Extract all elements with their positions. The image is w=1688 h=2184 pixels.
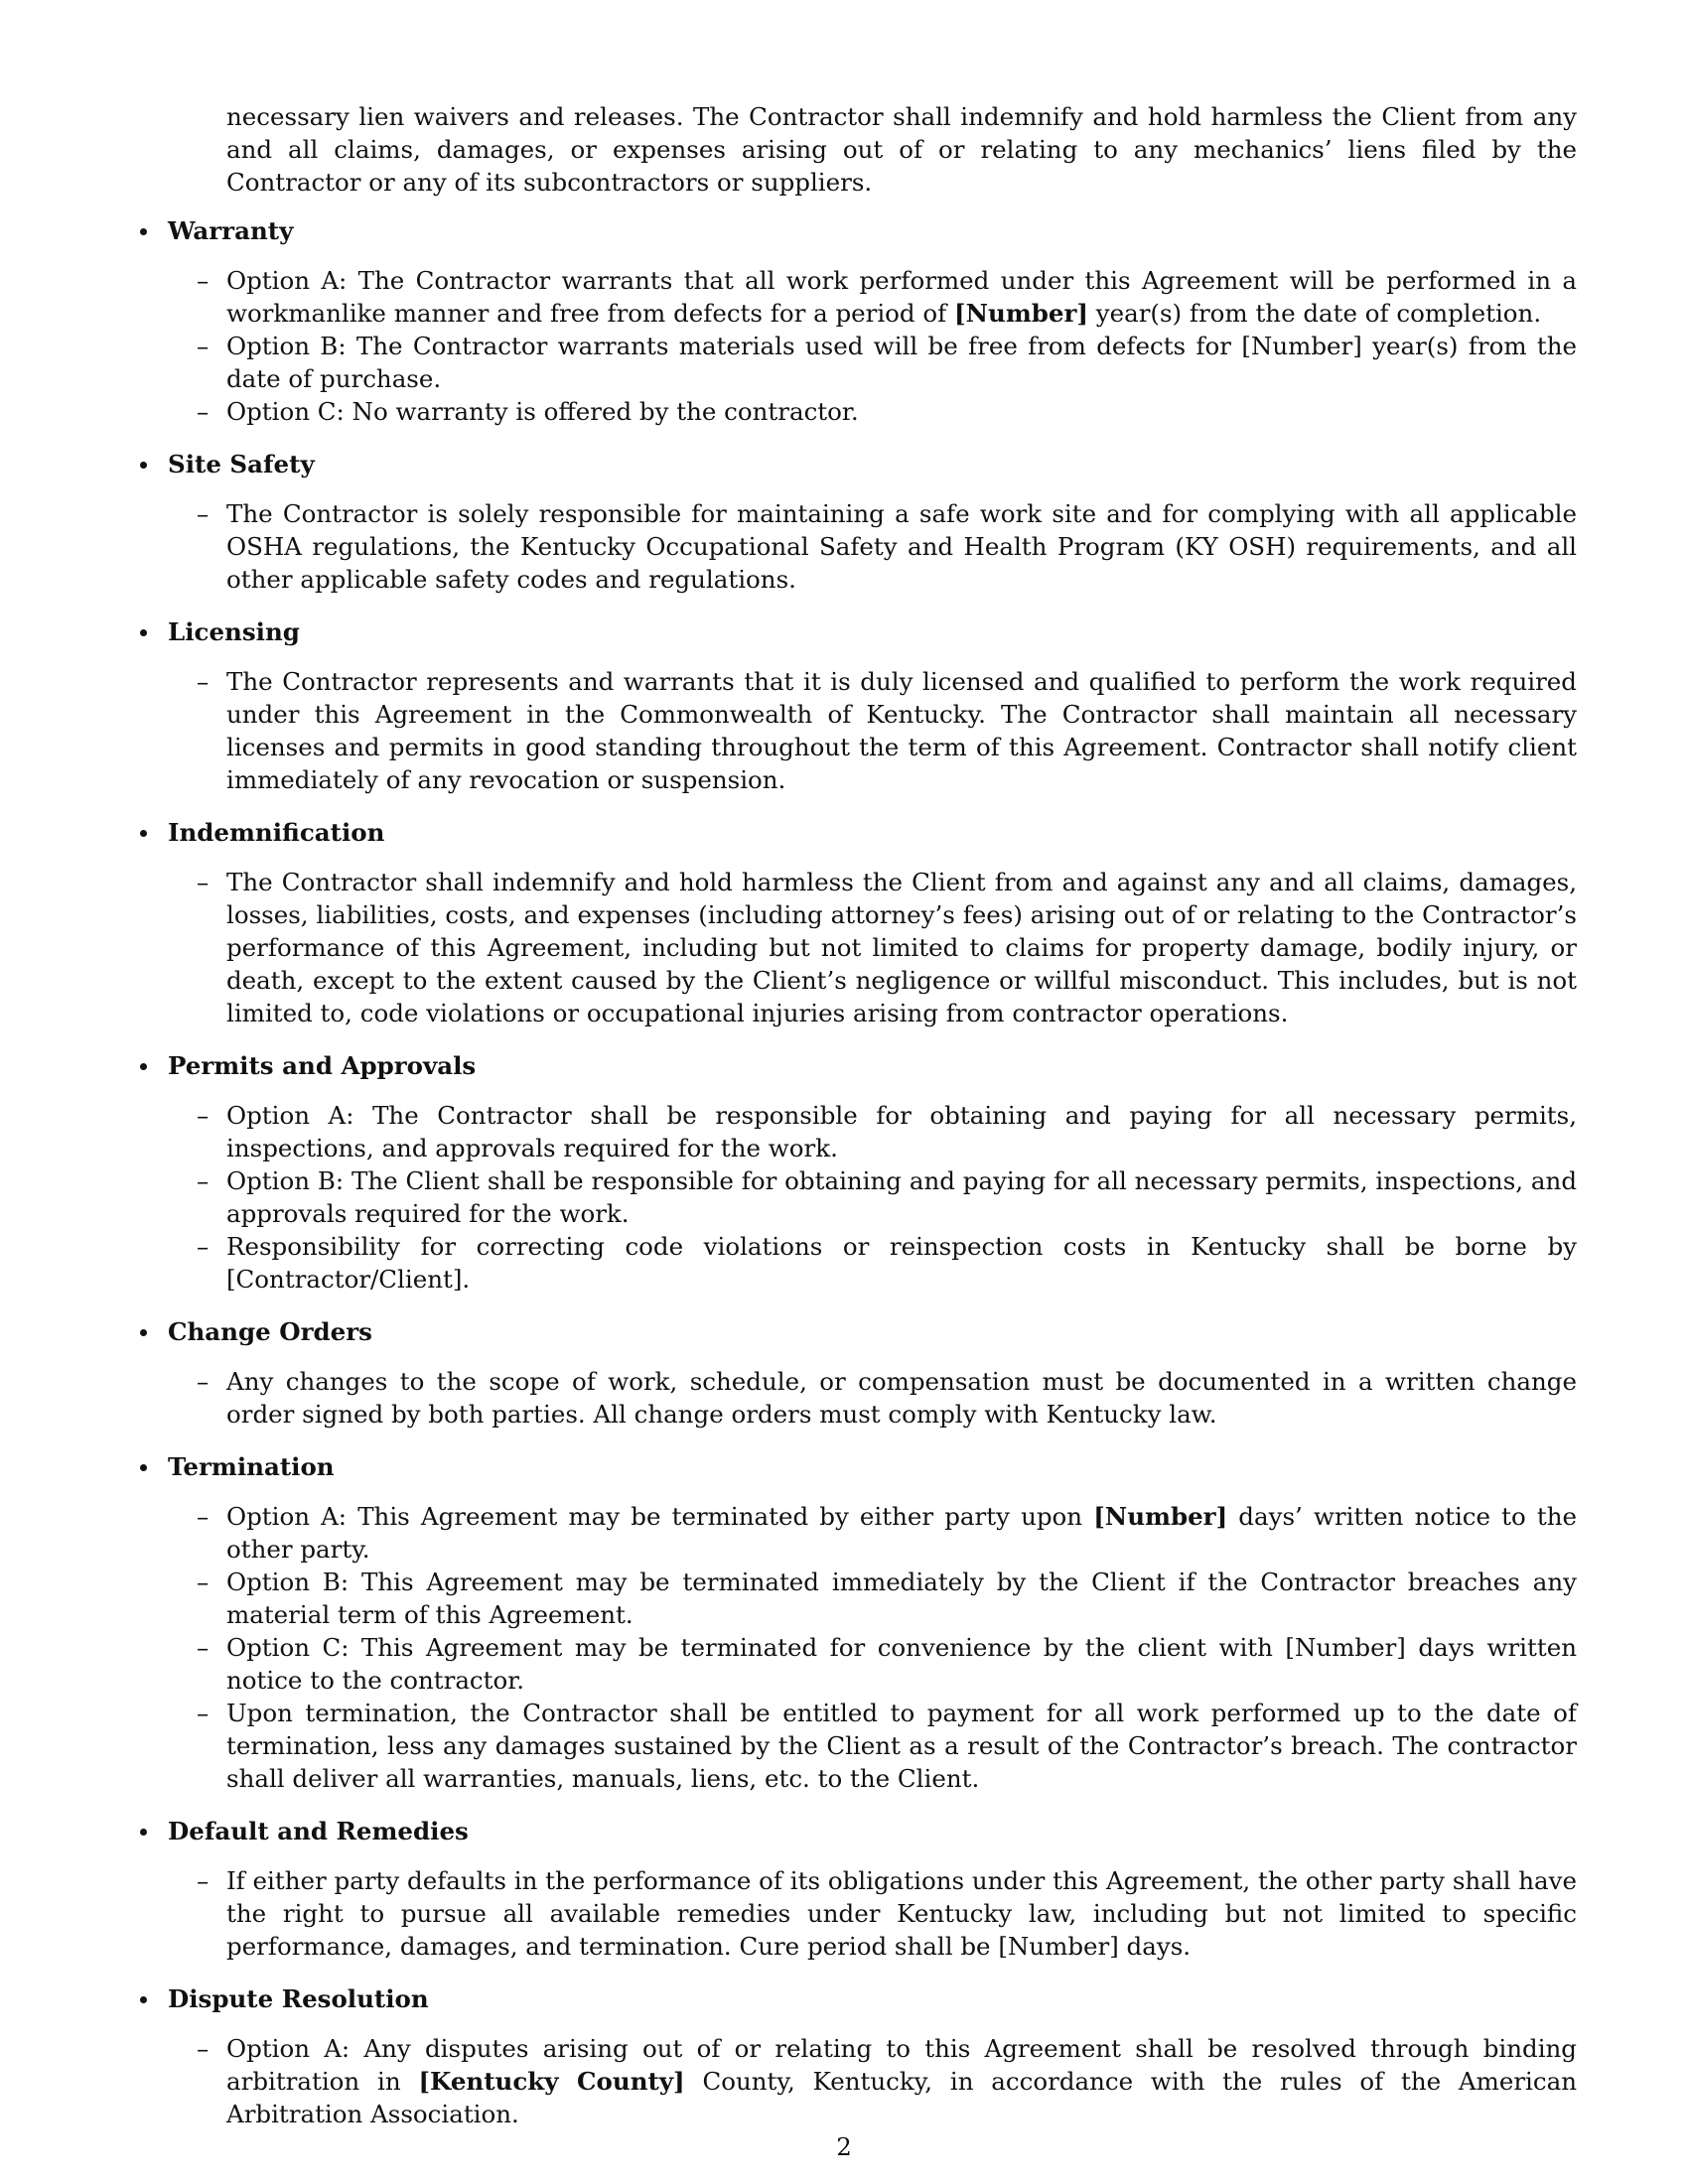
- section-heading-row: [132, 1049, 1577, 1082]
- clause-item: [197, 1365, 1577, 1431]
- dash-icon: –: [197, 1166, 210, 1195]
- clause-list: [197, 2032, 1577, 2130]
- clause-item: [197, 866, 1577, 1029]
- bullet-icon: [140, 1329, 147, 1336]
- clause-text: If either party defaults in the performance of its obligations under this Agreement, the other party shall have the right to pursue all available remedies under Kentucky law, including but not limited to specific performance, damages, and termination. Cure period shall be [Number] days.: [226, 1866, 1577, 1961]
- clause-list: [197, 1099, 1577, 1296]
- clause-text: Option C: No warranty is offered by the contractor.: [226, 397, 859, 426]
- clause-text: Option B: The Contractor warrants materials used will be free from defects for [Number] year(s) from the date of purchase.: [226, 332, 1577, 393]
- intro-paragraph: necessary lien waivers and releases. The Contractor shall indemnify and hold harmless the Client from any and all claims, damages, or expenses arising out of or relating to any mechanics’ liens filed by the Contractor or any of its subcontractors or suppliers.: [226, 102, 1577, 197]
- section: [132, 448, 1577, 596]
- clause-text: Option A: The Contractor warrants that all work performed under this Agreement will be performed in a workmanlike manner and free from defects for a period of: [226, 266, 1577, 328]
- clause-item: [197, 1164, 1577, 1230]
- clause-item: [197, 665, 1577, 796]
- placeholder-field: [Number]: [1093, 1502, 1228, 1531]
- section-heading: Indemnification: [168, 818, 385, 847]
- dash-icon: –: [197, 1866, 210, 1895]
- clause-item: [197, 1864, 1577, 1963]
- dash-icon: –: [197, 1633, 210, 1662]
- clause-text: Responsibility for correcting code violations or reinspection costs in Kentucky shall be borne by [Contractor/Client].: [226, 1232, 1577, 1294]
- clause-text: County, Kentucky, in accordance with the rules of the American Arbitration Association.: [226, 2067, 1577, 2128]
- section-heading-row: [132, 1315, 1577, 1348]
- clause-item: [197, 264, 1577, 330]
- clause-item: [197, 1631, 1577, 1697]
- bullet-icon: [140, 1829, 147, 1836]
- bullet-icon: [140, 830, 147, 837]
- bullet-icon: [140, 1464, 147, 1471]
- section: [132, 1815, 1577, 1963]
- clause-text: Any changes to the scope of work, schedule, or compensation must be documented in a written change order signed by both parties. All change orders must comply with Kentucky law.: [226, 1367, 1577, 1429]
- section-heading: Licensing: [168, 617, 300, 646]
- section-heading-row: [132, 615, 1577, 648]
- clause-list: [197, 264, 1577, 428]
- dash-icon: –: [197, 266, 210, 295]
- section: [132, 816, 1577, 1029]
- dash-icon: –: [197, 1502, 210, 1531]
- clause-list: [197, 497, 1577, 596]
- placeholder-field: [Number]: [954, 299, 1088, 328]
- bullet-icon: [140, 1063, 147, 1070]
- clause-list: [197, 665, 1577, 796]
- clause-item: [197, 497, 1577, 596]
- clause-text: Option A: This Agreement may be terminated by either party upon: [226, 1502, 1094, 1531]
- clause-text: The Contractor shall indemnify and hold harmless the Client from and against any and all claims, damages, losses, liabilities, costs, and expenses (including attorney’s fees) arising out of or relating to the Contractor’s performance of this Agreement, including but not limited to claims for property damage, bodily injury, or death, except to the extent caused by the Client’s negligence or willful misconduct. This includes, but is not limited to, code violations or occupational injuries arising from contractor operations.: [226, 868, 1577, 1027]
- clause-item: [197, 1697, 1577, 1795]
- bullet-icon: [140, 629, 147, 636]
- clause-list: [197, 1864, 1577, 1963]
- clause-list: [197, 866, 1577, 1029]
- section-heading: Change Orders: [168, 1317, 372, 1346]
- clause-text: Option A: Any disputes arising out of or relating to this Agreement shall be resolved through binding arbitration in: [226, 2034, 1577, 2096]
- clause-item: [197, 2032, 1577, 2130]
- section-heading-row: [132, 1815, 1577, 1847]
- section: [132, 1450, 1577, 1795]
- clause-item: [197, 330, 1577, 395]
- clause-text: Upon termination, the Contractor shall be entitled to payment for all work performed up to the date of termination, less any damages sustained by the Client as a result of the Contractor’s breach. The contractor shall deliver all warranties, manuals, liens, etc. to the Client.: [226, 1699, 1577, 1793]
- dash-icon: –: [197, 397, 210, 426]
- section: [132, 214, 1577, 428]
- clause-item: [197, 1566, 1577, 1631]
- clause-item: [197, 1099, 1577, 1164]
- section-heading-row: [132, 214, 1577, 247]
- clause-item: [197, 395, 1577, 428]
- clause-list: [197, 1500, 1577, 1795]
- section-heading-row: [132, 1982, 1577, 2015]
- section-heading-row: [132, 816, 1577, 849]
- clause-text: Option B: The Client shall be responsible for obtaining and paying for all necessary permits, inspections, and approvals required for the work.: [226, 1166, 1577, 1228]
- dash-icon: –: [197, 1367, 210, 1396]
- section: [132, 1315, 1577, 1431]
- clause-text: days’ written notice to the other party.: [226, 1502, 1577, 1564]
- section-heading-row: [132, 1450, 1577, 1483]
- section-heading: Permits and Approvals: [168, 1051, 477, 1080]
- dash-icon: –: [197, 1232, 210, 1261]
- section-heading: Dispute Resolution: [168, 1984, 429, 2013]
- dash-icon: –: [197, 667, 210, 696]
- bullet-icon: [140, 1996, 147, 2003]
- section: [132, 615, 1577, 796]
- clause-item: [197, 1230, 1577, 1296]
- dash-icon: –: [197, 1101, 210, 1130]
- section-heading-row: [132, 448, 1577, 480]
- clause-text: The Contractor represents and warrants that it is duly licensed and qualified to perform the work required under this Agreement in the Commonwealth of Kentucky. The Contractor shall maintain all necessary licenses and permits in good standing throughout the term of this Agreement. Contractor shall notify client immediately of any revocation or suspension.: [226, 667, 1577, 794]
- bullet-icon: [140, 462, 147, 469]
- dash-icon: –: [197, 1699, 210, 1727]
- dash-icon: –: [197, 332, 210, 360]
- dash-icon: –: [197, 499, 210, 528]
- section-list: [132, 214, 1577, 2150]
- section-heading: Default and Remedies: [168, 1817, 469, 1845]
- clause-text: Option B: This Agreement may be terminated immediately by the Client if the Contractor breaches any material term of this Agreement.: [226, 1568, 1577, 1629]
- section-heading: Warranty: [168, 216, 294, 245]
- page-number: 2: [836, 2132, 852, 2161]
- clause-list: [197, 1365, 1577, 1431]
- clause-text: Option A: The Contractor shall be responsible for obtaining and paying for all necessary permits, inspections, and approvals required for the work.: [226, 1101, 1577, 1162]
- dash-icon: –: [197, 2034, 210, 2063]
- section-heading: Site Safety: [168, 450, 315, 478]
- section-heading: Termination: [168, 1452, 335, 1481]
- clause-text: year(s) from the date of completion.: [1087, 299, 1542, 328]
- clause-text: The Contractor is solely responsible for maintaining a safe work site and for complying with all applicable OSHA regulations, the Kentucky Occupational Safety and Health Program (KY OSH) requirements, and all other applicable safety codes and regulations.: [226, 499, 1577, 594]
- section: [132, 1982, 1577, 2130]
- clause-item: [197, 1500, 1577, 1566]
- dash-icon: –: [197, 868, 210, 896]
- dash-icon: –: [197, 1568, 210, 1596]
- section: [132, 1049, 1577, 1296]
- clause-text: Option C: This Agreement may be terminated for convenience by the client with [Number] days written notice to the contractor.: [226, 1633, 1577, 1695]
- placeholder-field: [Kentucky County]: [418, 2067, 685, 2096]
- bullet-icon: [140, 228, 147, 235]
